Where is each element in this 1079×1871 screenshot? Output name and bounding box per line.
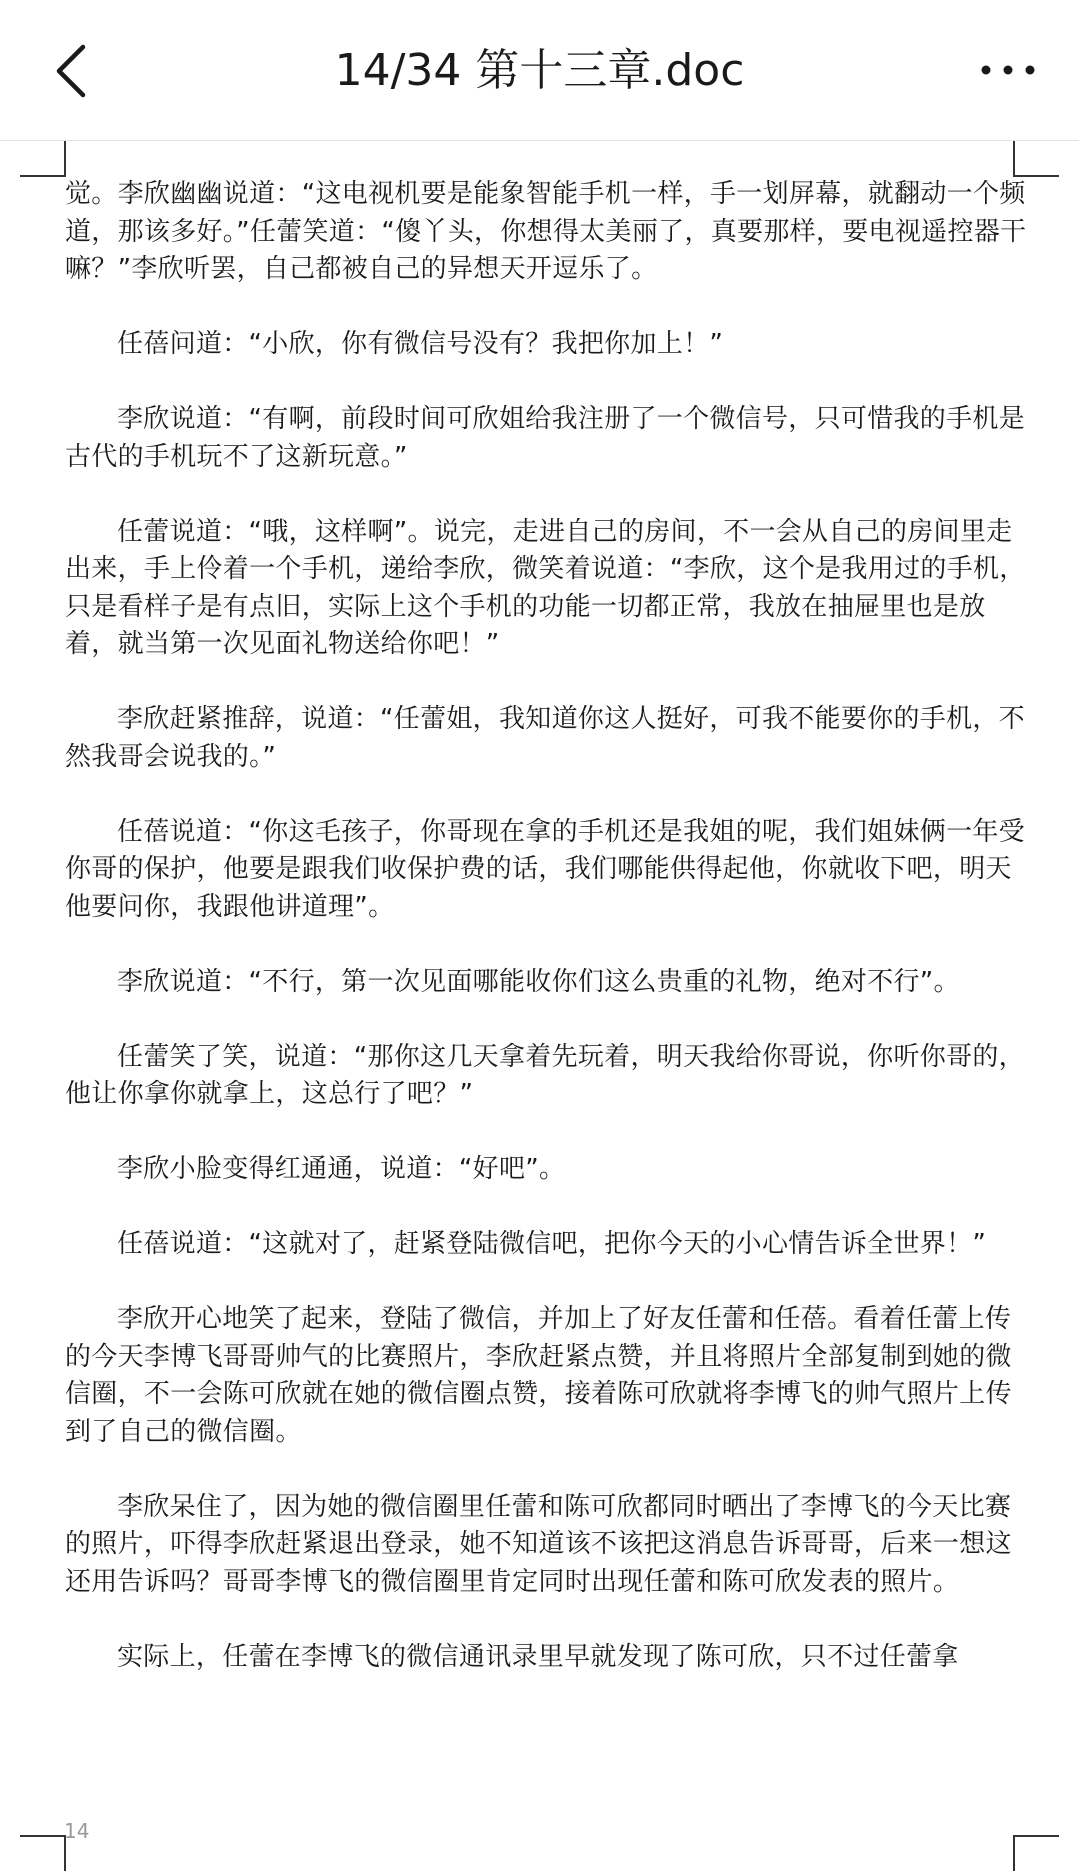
page-number: 14 bbox=[64, 1819, 90, 1843]
paragraph: 任蓓问道：“小欣，你有微信号没有？我把你加上！” bbox=[117, 329, 724, 359]
paragraph: 李欣呆住了，因为她的微信圈里任蕾和陈可欣都同时晒出了李博飞的今天比赛的照片，吓得李欣赶紧退出登录，她不知道该不该把这消息告诉哥哥，后来一想这还用告诉吗？哥哥李博飞的微信圈里肯定同时出现任蕾和陈可欣发表的照片。 bbox=[65, 1491, 1012, 1597]
top-bar bbox=[0, 0, 1079, 141]
page-corner-mark bbox=[20, 141, 66, 177]
paragraph: 觉。李欣幽幽说道：“这电视机要是能象智能手机一样，手一划屏幕，就翻动一个频道，那该多好。”任蕾笑道：“傻丫头，你想得太美丽了，真要那样，要电视遥控器干嘛？”李欣听罢，自己都被自己的异想天开逗乐了。 bbox=[65, 179, 1027, 284]
paragraph: 李欣赶紧推辞，说道：“任蕾姐，我知道你这人挺好，可我不能要你的手机，不然我哥会说我的。” bbox=[65, 704, 1025, 772]
chevron-left-icon bbox=[53, 43, 87, 99]
paragraph: 李欣小脸变得红通通，说道：“好吧”。 bbox=[117, 1154, 566, 1184]
paragraph: 李欣开心地笑了起来，登陆了微信，并加上了好友任蕾和任蓓。看着任蕾上传的今天李博飞哥哥帅气的比赛照片，李欣赶紧点赞，并且将照片全部复制到她的微信圈，不一会陈可欣就在她的微信圈点赞，接着陈可欣就将李博飞的帅气照片上传到了自己的微信圈。 bbox=[65, 1304, 1012, 1447]
document-body bbox=[65, 176, 1036, 1714]
paragraph: 任蕾说道：“哦，这样啊”。说完，走进自己的房间，不一会从自己的房间里走出来，手上伶着一个手机，递给李欣，微笑着说道：“李欣，这个是我用过的手机，只是看样子是有点旧，实际上这个手机的功能一切都正常，我放在抽屉里也是放着，就当第一次见面礼物送给你吧！” bbox=[65, 516, 1026, 659]
paragraph: 李欣说道：“不行，第一次见面哪能收你们这么贵重的礼物，绝对不行”。 bbox=[117, 966, 960, 997]
paragraph: 实际上，任蕾在李博飞的微信通讯录里早就发现了陈可欣，只不过任蕾拿 bbox=[117, 1641, 959, 1672]
document-page bbox=[0, 141, 1079, 1871]
paragraph: 任蓓说道：“这就对了，赶紧登陆微信吧，把你今天的小心情告诉全世界！” bbox=[117, 1229, 987, 1259]
page-corner-mark bbox=[1013, 1835, 1059, 1871]
page-corner-mark bbox=[1013, 141, 1059, 177]
page-corner-mark bbox=[20, 1835, 66, 1871]
document-title: 14/34 第十三章.doc bbox=[334, 45, 745, 96]
more-horizontal-icon bbox=[980, 64, 1036, 76]
paragraph: 任蓓说道：“你这毛孩子，你哥现在拿的手机还是我姐的呢，我们姐妹俩一年受你哥的保护，他要是跟我们收保护费的话，我们哪能供得起他，你就收下吧，明天他要问你，我跟他讲道理”。 bbox=[65, 816, 1025, 922]
paragraph: 李欣说道：“有啊，前段时间可欣姐给我注册了一个微信号，只可惜我的手机是古代的手机玩不了这新玩意。” bbox=[65, 404, 1025, 472]
back-button[interactable] bbox=[40, 36, 100, 106]
more-button[interactable] bbox=[973, 40, 1043, 100]
paragraph: 任蕾笑了笑，说道：“那你这几天拿着先玩着，明天我给你哥说，你听你哥的，他让你拿你就拿上，这总行了吧？” bbox=[65, 1041, 1025, 1109]
